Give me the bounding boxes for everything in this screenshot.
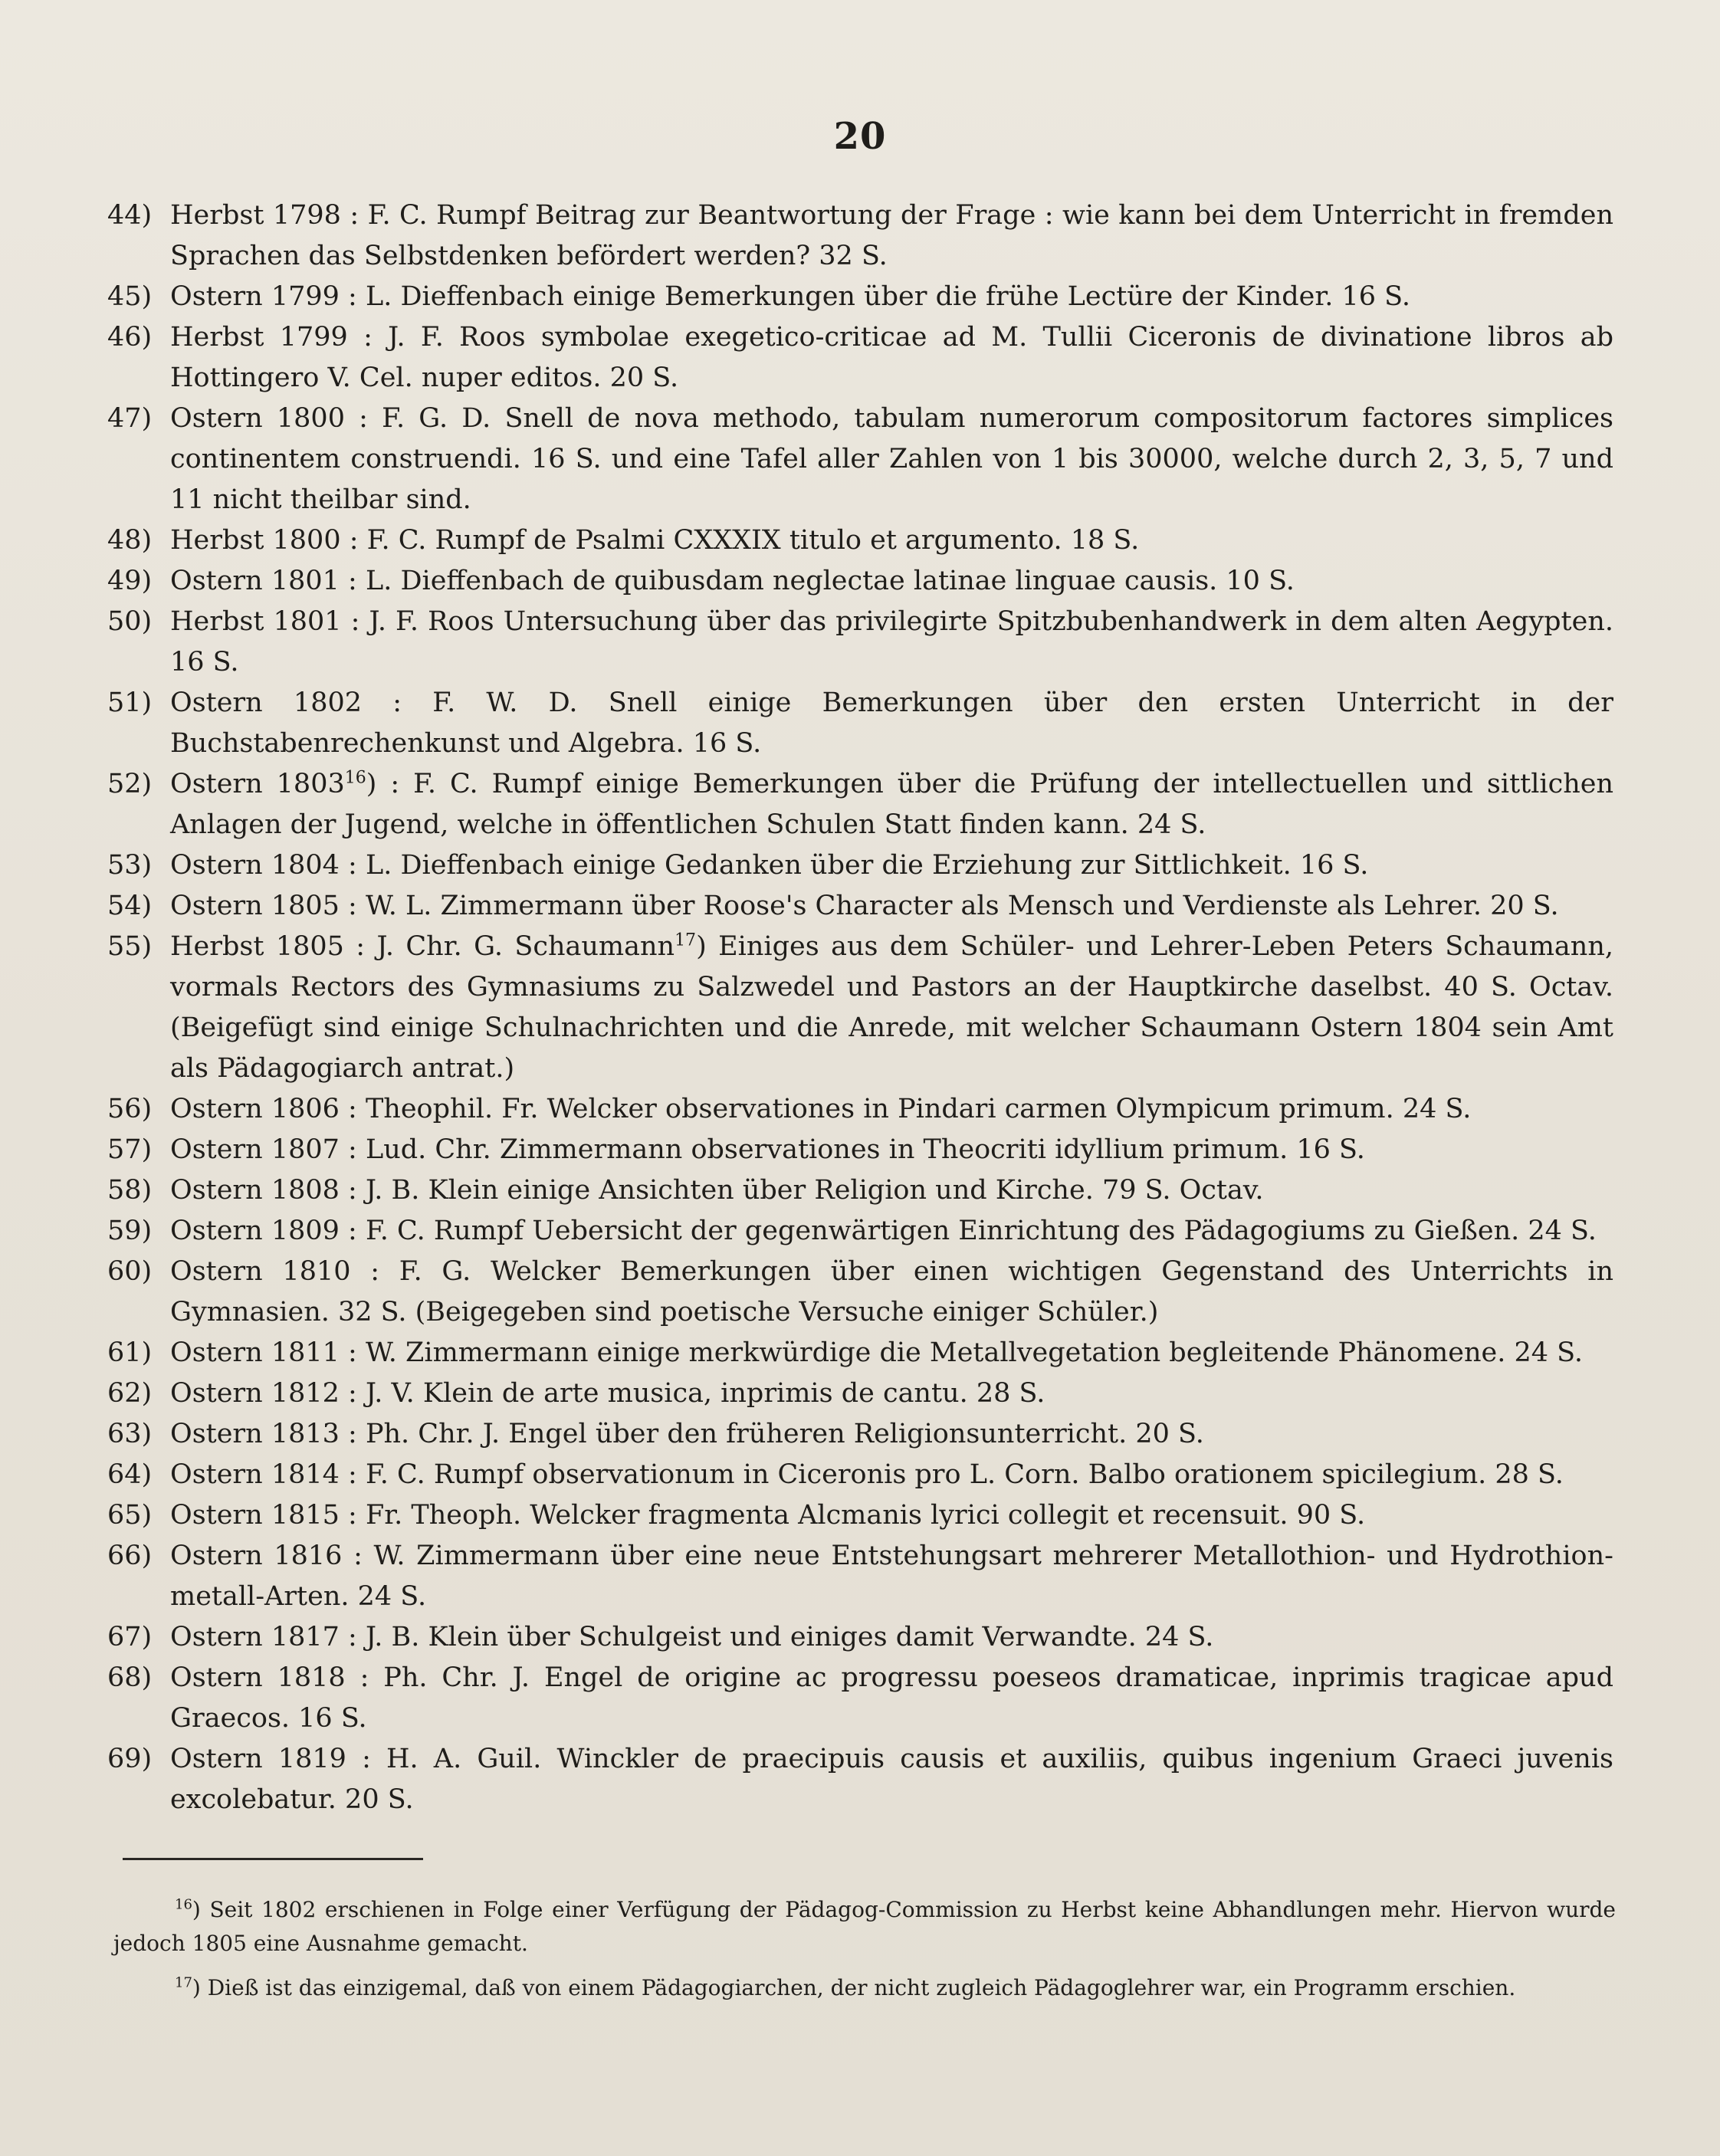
entry-number: 50) bbox=[107, 606, 153, 637]
entry-text: Herbst 1800 : F. C. Rumpf de Psalmi CXXXIX titulo et argumento. 18 S. bbox=[170, 525, 1140, 556]
page-number: 20 bbox=[833, 115, 887, 158]
list-item bbox=[107, 1658, 1613, 1739]
entry-text-after: ) : F. C. Rumpf einige Bemerkungen über die Prüfung der intellectuellen und sittlichen Anlagen der Jugend, welche in öffentlichen Schulen Statt finden kann. 24 S. bbox=[170, 769, 1613, 840]
list-item bbox=[107, 561, 1613, 602]
entry-text: Ostern 1814 : F. C. Rumpf observationum in Ciceronis pro L. Corn. Balbo orationem spicilegium. 28 S. bbox=[170, 1459, 1564, 1490]
entry-number: 68) bbox=[107, 1662, 153, 1693]
entry-number: 65) bbox=[107, 1500, 153, 1531]
entry-text: Ostern 1800 : F. G. D. Snell de nova methodo, tabulam numerorum compositorum factores simplices continentem construendi. 16 S. und eine Tafel aller Zahlen von 1 bis 30000, welche durch 2, 3, 5, 7 und 11 nicht theilbar sind. bbox=[170, 403, 1613, 515]
entry-number: 59) bbox=[107, 1216, 153, 1246]
entry-text: Ostern 1811 : W. Zimmermann einige merkwürdige die Metallvegetation begleitende Phänomene. 24 S. bbox=[170, 1337, 1583, 1368]
list-item bbox=[107, 1495, 1613, 1536]
list-item bbox=[107, 886, 1613, 927]
footnote-text: ) Seit 1802 erschienen in Folge einer Verfügung der Pädagog-Commission zu Herbst keine Abhandlungen mehr. Hiervon wurde jedoch 1805 eine Ausnahme gemacht. bbox=[113, 1897, 1616, 1956]
entry-number: 52) bbox=[107, 769, 153, 799]
entry-text: Ostern 1799 : L. Dieffenbach einige Bemerkungen über die frühe Lectüre der Kinder. 16 S. bbox=[170, 281, 1411, 312]
footnote bbox=[113, 1971, 1616, 2005]
footnote-reference: 16 bbox=[344, 768, 366, 788]
list-item bbox=[107, 1211, 1613, 1252]
list-item bbox=[107, 1252, 1613, 1333]
entry-number: 55) bbox=[107, 931, 153, 962]
entry-text: Ostern 1809 : F. C. Rumpf Uebersicht der gegenwärtigen Einrichtung des Pädagogiums zu Gießen. 24 S. bbox=[170, 1216, 1597, 1246]
list-item bbox=[107, 195, 1613, 277]
entry-text: Ostern 1819 : H. A. Guil. Winckler de praecipuis causis et auxiliis, quibus ingenium Graeci juvenis excolebatur. 20 S. bbox=[170, 1744, 1613, 1815]
footnote-marker: 17 bbox=[175, 1974, 192, 1991]
list-item bbox=[107, 520, 1613, 561]
entry-text: Ostern 1810 : F. G. Welcker Bemerkungen über einen wichtigen Gegenstand des Unterrichts in Gymnasien. 32 S. (Beigegeben sind poetische Versuche einiger Schüler.) bbox=[170, 1256, 1613, 1327]
footnote bbox=[113, 1893, 1616, 1961]
entry-text: Herbst 1801 : J. F. Roos Untersuchung über das privilegirte Spitzbubenhandwerk in dem alten Aegypten. 16 S. bbox=[170, 606, 1613, 678]
entry-number: 62) bbox=[107, 1378, 153, 1409]
list-item bbox=[107, 1414, 1613, 1455]
entry-text: Ostern 1806 : Theophil. Fr. Welcker observationes in Pindari carmen Olympicum primum. 24 S. bbox=[170, 1094, 1472, 1124]
entry-text bbox=[170, 764, 1613, 845]
entry-text: Ostern 1818 : Ph. Chr. J. Engel de origine ac progressu poeseos dramaticae, inprimis tragicae apud Graecos. 16 S. bbox=[170, 1662, 1613, 1734]
entry-text: Herbst 1799 : J. F. Roos symbolae exegetico-criticae ad M. Tullii Ciceronis de divinatione libros ab Hottingero V. Cel. nuper editos. 20 S. bbox=[170, 322, 1613, 393]
entry-text: Ostern 1805 : W. L. Zimmermann über Roose's Character als Mensch und Verdienste als Lehrer. 20 S. bbox=[170, 891, 1559, 921]
entry-number: 61) bbox=[107, 1337, 153, 1368]
footnote-reference: 17 bbox=[675, 930, 697, 950]
list-item bbox=[107, 683, 1613, 764]
entry-text: Ostern 1815 : Fr. Theoph. Welcker fragmenta Alcmanis lyrici collegit et recensuit. 90 S. bbox=[170, 1500, 1366, 1531]
list-item bbox=[107, 764, 1613, 845]
list-item bbox=[107, 1089, 1613, 1130]
entry-number: 53) bbox=[107, 850, 153, 881]
entry-text: Ostern 1816 : W. Zimmermann über eine neue Entstehungsart mehrerer Metallothion- und Hydrothion-metall-Arten. 24 S. bbox=[170, 1541, 1613, 1612]
entry-number: 51) bbox=[107, 687, 153, 718]
footnotes bbox=[113, 1893, 1616, 2016]
list-item bbox=[107, 1617, 1613, 1658]
list-item bbox=[107, 399, 1613, 520]
entry-text: Ostern 1817 : J. B. Klein über Schulgeist und einiges damit Verwandte. 24 S. bbox=[170, 1622, 1214, 1652]
list-item bbox=[107, 602, 1613, 683]
entry-number: 44) bbox=[107, 200, 153, 231]
entry-text: Ostern 1801 : L. Dieffenbach de quibusdam neglectae latinae linguae causis. 10 S. bbox=[170, 566, 1295, 596]
entry-text: Ostern 1813 : Ph. Chr. J. Engel über den früheren Religionsunterricht. 20 S. bbox=[170, 1419, 1204, 1449]
entry-number: 48) bbox=[107, 525, 153, 556]
entry-text: Ostern 1812 : J. V. Klein de arte musica, inprimis de cantu. 28 S. bbox=[170, 1378, 1045, 1409]
entry-number: 49) bbox=[107, 566, 153, 596]
entry-number: 47) bbox=[107, 403, 153, 434]
list-item bbox=[107, 1455, 1613, 1495]
footnote-divider bbox=[123, 1858, 423, 1860]
entry-number: 46) bbox=[107, 322, 153, 353]
entry-number: 66) bbox=[107, 1541, 153, 1571]
entry-number: 58) bbox=[107, 1175, 153, 1206]
entry-text-before: Herbst 1805 : J. Chr. G. Schaumann bbox=[170, 931, 675, 962]
entry-text: Ostern 1808 : J. B. Klein einige Ansichten über Religion und Kirche. 79 S. Octav. bbox=[170, 1175, 1264, 1206]
list-item bbox=[107, 277, 1613, 317]
list-item bbox=[107, 1170, 1613, 1211]
list-item bbox=[107, 1739, 1613, 1820]
list-item bbox=[107, 1536, 1613, 1617]
entry-text: Ostern 1807 : Lud. Chr. Zimmermann observationes in Theocriti idyllium primum. 16 S. bbox=[170, 1134, 1365, 1165]
entry-number: 64) bbox=[107, 1459, 153, 1490]
entry-number: 45) bbox=[107, 281, 153, 312]
entry-text-after: ) Einiges aus dem Schüler- und Lehrer-Leben Peters Schaumann, vormals Rectors des Gymnasiums zu Salzwedel und Pastors an der Hauptkirche daselbst. 40 S. Octav. (Beigefügt sind einige Schulnachrichten und die Anrede, mit welcher Schaumann Ostern 1804 sein Amt als Pädagogiarch antrat.) bbox=[170, 931, 1613, 1084]
entry-text: Herbst 1798 : F. C. Rumpf Beitrag zur Beantwortung der Frage : wie kann bei dem Unterricht in fremden Sprachen das Selbstdenken befördert werden? 32 S. bbox=[170, 200, 1613, 271]
list-item bbox=[107, 1130, 1613, 1170]
list-item bbox=[107, 845, 1613, 886]
entry-number: 69) bbox=[107, 1744, 153, 1774]
entry-text-before: Ostern 1803 bbox=[170, 769, 345, 799]
list-item bbox=[107, 1373, 1613, 1414]
list-item bbox=[107, 927, 1613, 1089]
entry-number: 57) bbox=[107, 1134, 153, 1165]
footnote-marker: 16 bbox=[175, 1896, 192, 1913]
entry-number: 60) bbox=[107, 1256, 153, 1287]
entry-number: 63) bbox=[107, 1419, 153, 1449]
entry-text bbox=[170, 927, 1613, 1089]
entry-text: Ostern 1804 : L. Dieffenbach einige Gedanken über die Erziehung zur Sittlichkeit. 16 S. bbox=[170, 850, 1369, 881]
list-item bbox=[107, 1333, 1613, 1373]
list-item bbox=[107, 317, 1613, 399]
entry-number: 54) bbox=[107, 891, 153, 921]
entry-number: 67) bbox=[107, 1622, 153, 1652]
entry-number: 56) bbox=[107, 1094, 153, 1124]
program-list bbox=[107, 195, 1613, 1820]
footnote-text: ) Dieß ist das einzigemal, daß von einem Pädagogiarchen, der nicht zugleich Pädagoglehrer war, ein Programm erschien. bbox=[192, 1975, 1516, 2000]
entry-text: Ostern 1802 : F. W. D. Snell einige Bemerkungen über den ersten Unterricht in der Buchstabenrechenkunst und Algebra. 16 S. bbox=[170, 687, 1613, 759]
